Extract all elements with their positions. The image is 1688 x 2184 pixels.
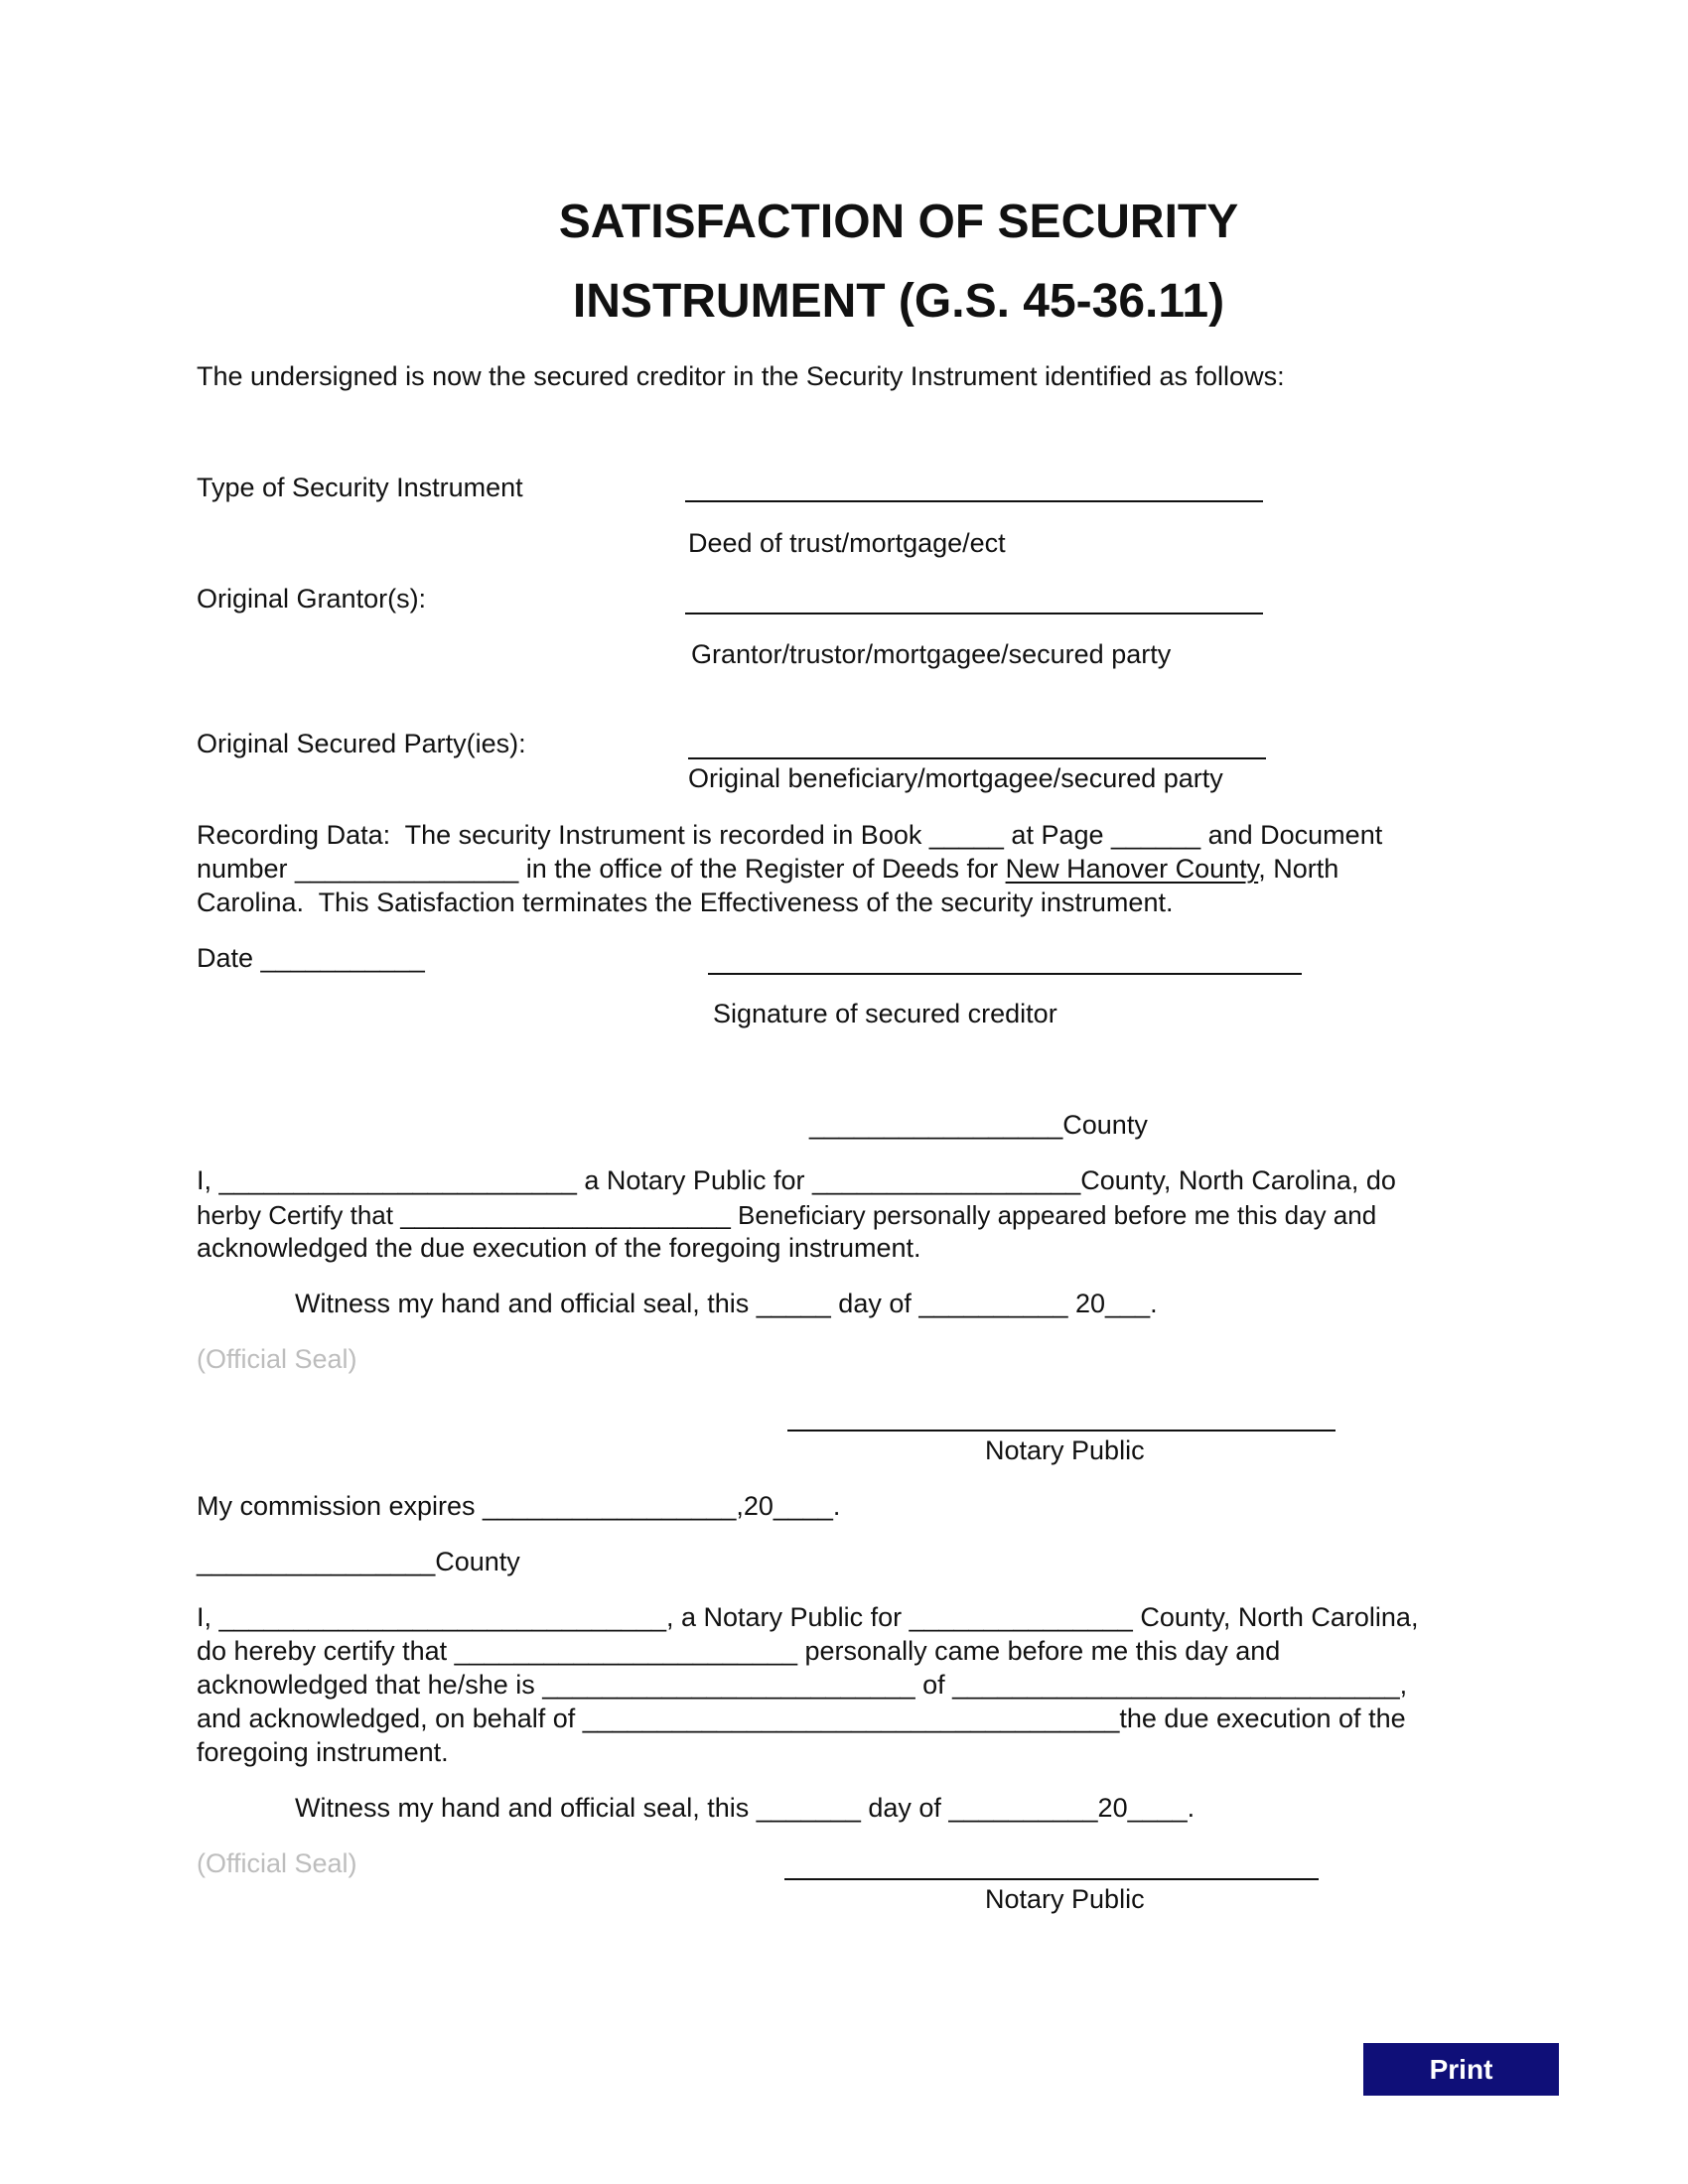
type-of-security-instrument-label: Type of Security Instrument [197,473,523,502]
date-label: Date ___________ [197,943,425,973]
notary-2-signature-line [784,1878,1319,1880]
original-secured-party-caption: Original beneficiary/mortgagee/secured party [688,763,1223,793]
secured-creditor-signature-caption: Signature of secured creditor [713,999,1057,1028]
type-of-security-instrument-caption: Deed of trust/mortgage/ect [688,528,1006,558]
original-grantor-field[interactable] [685,583,1263,611]
notary-2-text-line-4: and acknowledged, on behalf of ____________________________________the due execution of the [197,1704,1406,1733]
notary-1-official-seal: (Official Seal) [197,1344,357,1374]
notary-2-official-seal: (Official Seal) [197,1848,357,1878]
notary-1-text-line-1: I, ________________________ a Notary Public for __________________County, North Carolina, do [197,1165,1396,1195]
notary-1-county-heading: _________________County [809,1110,1148,1140]
notary-2-caption: Notary Public [985,1884,1145,1914]
original-secured-party-label: Original Secured Party(ies): [197,729,526,758]
notary-2-text-line-3: acknowledged that he/she is _________________________ of ______________________________, [197,1670,1408,1700]
notary-1-text-line-2: herby Certify that _______________________ Beneficiary personally appeared before me this day and [197,1200,1377,1230]
original-grantor-label: Original Grantor(s): [197,584,427,614]
document-title-line-1: SATISFACTION OF SECURITY [558,196,1239,248]
intro-text: The undersigned is now the secured creditor in the Security Instrument identified as follows: [197,361,1285,391]
original-secured-party-field[interactable] [688,728,1266,755]
recording-data-line-1: Recording Data: The security Instrument is recorded in Book _____ at Page ______ and Document [197,820,1383,850]
date-field[interactable] [263,942,432,970]
notary-1-signature-line [787,1430,1336,1432]
notary-1-caption: Notary Public [985,1435,1145,1465]
original-secured-party-line [688,757,1266,759]
notary-2-witness-line: Witness my hand and official seal, this _______ day of __________20____. [295,1793,1196,1823]
notary-2-signature-field[interactable] [784,1848,1319,1876]
original-grantor-caption: Grantor/trustor/mortgagee/secured party [691,639,1172,669]
recording-data-line-2 [197,856,1338,883]
notary-1-witness-line: Witness my hand and official seal, this _____ day of __________ 20___. [295,1289,1158,1318]
recording-data-line-2-start: number _______________ in the office of the Register of Deeds for [197,854,1006,884]
recording-county-name: New Hanover County [1005,854,1259,884]
print-button[interactable]: Print [1363,2043,1559,2096]
document-title-line-2: INSTRUMENT (G.S. 45-36.11) [572,275,1225,328]
notary-1-text-line-3: acknowledged the due execution of the foregoing instrument. [197,1233,921,1263]
notary-2-text-line-2: do hereby certify that _______________________ personally came before me this day and [197,1636,1281,1666]
secured-creditor-signature-field[interactable] [708,943,1302,971]
notary-2-text-line-5: foregoing instrument. [197,1737,449,1767]
secured-creditor-signature-line [708,973,1302,975]
notary-2-text-line-1: I, ______________________________, a Notary Public for _______________ County, North Carolina, [197,1602,1419,1632]
original-grantor-line [685,613,1263,614]
notary-1-signature-field[interactable] [787,1400,1336,1428]
type-of-security-instrument-field[interactable] [685,471,1263,498]
commission-expires-line: My commission expires _________________,20____. [197,1491,841,1521]
type-of-security-instrument-line [685,500,1263,502]
recording-data-line-2-end: , North [1258,854,1339,884]
notary-2-county-heading: ________________County [197,1547,520,1576]
recording-data-line-3: Carolina. This Satisfaction terminates the Effectiveness of the security instrument. [197,887,1174,917]
